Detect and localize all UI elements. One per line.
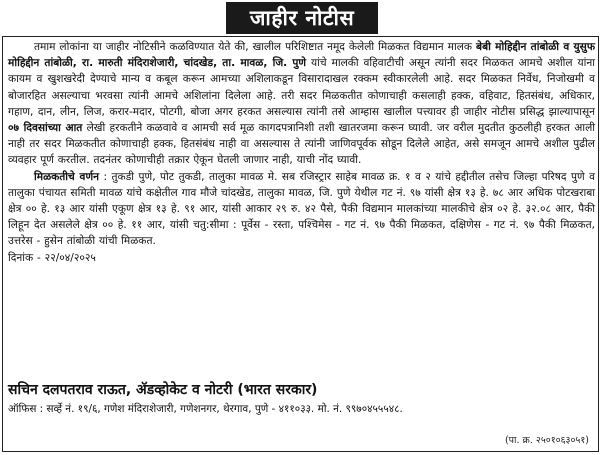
property-description-text: : तुकडी पुणे, पोट तुकडी, तालुका मावळ मे. सब रजिस्ट्रार साहेब मावळ क्र. १ व २ यांचे हद्दीतील तसेच जिल्हा परिषद पुणे व तालुका पंचायत समिती मावळ यांचे कक्षेतील गाव मौजे चांदखेड, तालुका मावळ, जि. पुणे येथील गट नं. ९७ यांसी क्षेत्र १३ हे. ७८ आर अधिक पोटखराबा क्षेत्र ०० हे. १३ आर यांसी एकूण क्षेत्र १३ हे. ९१ आर, यांसी आकार २९ रु. ४२ पैसे, पैकी विद्यमान मालकांच्या मालकीचे क्षेत्र ०२ हे. ३२.०८ आर, पैकी लिहून देत असलेले क्षेत्र ०० हे. ११ आर, यांसी चतु:सीमा : पूर्वेस - रस्ता, पश्चिमेस - गट नं. ९७ पैकी मिळकत, दक्षिणेस - गट नं. ९७ पैकी मिळकत, उत्तरेस - हुसेन तांबोळी यांची मिळकत. xyxy=(8,170,595,248)
para-intro: तमाम लोकांना या जाहीर नोटिसीने कळविण्यात येते की, खालील परिशिष्टात नमूद केलेली मिळकत विद्यमान मालक xyxy=(34,41,477,53)
reference-number: (पा. क्र. २५०१०६३०५१) xyxy=(504,435,589,446)
notice-date: दिनांक - २२/०४/२०२५ xyxy=(8,251,96,264)
property-description xyxy=(8,169,595,250)
para-end: लेखी हरकतीने कळवावे व आमची सर्व मूळ कागदपत्रानिशी तशी खातरजमा करून घ्यावी. जर वरील मुदतीत कुठलीही हरकत आली नाही तर सदर मिळकतीत कोणाचाही हक्क, हितसंबंध नाही वा असल्यास ते त्यांनी जाणिवपूर्वक सोडून दिलेले आहेत, असे समजून आमचे अशील पुढील व्यवहार पूर्ण करतील. तदनंतर कोणाचीही तक्रार ऐकून घेतली जाणार नाही, याची नोंद घ्यावी. xyxy=(8,122,596,167)
notice-title: जाहीर नोटीस xyxy=(226,2,378,34)
owner-names: बेबी मोहिद्दीन तांबोळी व युसुफ मोहिद्दीन तांबोळी, रा. मारुती मंदिराशेजारी, चांदखेड, ता. मावळ, जि. पुणे xyxy=(8,41,595,70)
objection-period: ०७ दिवसांच्या आत xyxy=(8,122,83,135)
para-middle: यांचे मालकी वहिवाटीची असून त्यांनी सदर मिळकत आमचे अशील यांना कायम व खुशखरेदी देण्याचे मान्य व कबूल करून आमच्या अशिलाकडून विसारादाखल रक्कम स्वीकारलेली आहे. सदर मिळकत निर्वेध, निजोखमी व बोजारहित असल्याचा भरवसा त्यांनी आमचे अशिलांना दिलेला आहे. तरी सदर मिळकतीत कोणाचाही कसलाही हक्क, वहिवाट, हितसंबंध, अधिकार, गहाण, दान, लीन, लिज, करार-मदार, पोटगी, बोजा अगर हरकत असल्यास त्यांनी तसे आम्हास खालील पत्त्यावर ही जाहीर नोटीस प्रसिद्ध झाल्यापासून xyxy=(8,57,596,118)
notice-body xyxy=(8,39,595,266)
notice-paragraph xyxy=(8,39,595,169)
office-address: ऑफिस : सर्व्हे नं. १९/६, गणेश मंदिराशेजारी, गणेशनगर, थेरगाव, पुणे - ४११०३३. मो. नं. ९९७०४५५५४८. xyxy=(8,403,403,415)
signatory: सचिन दलपतराव राऊत, ॲडव्होकेट व नोटरी (भारत सरकार) xyxy=(8,382,318,398)
property-description-label: मिळकतीचे वर्णन xyxy=(34,170,99,183)
